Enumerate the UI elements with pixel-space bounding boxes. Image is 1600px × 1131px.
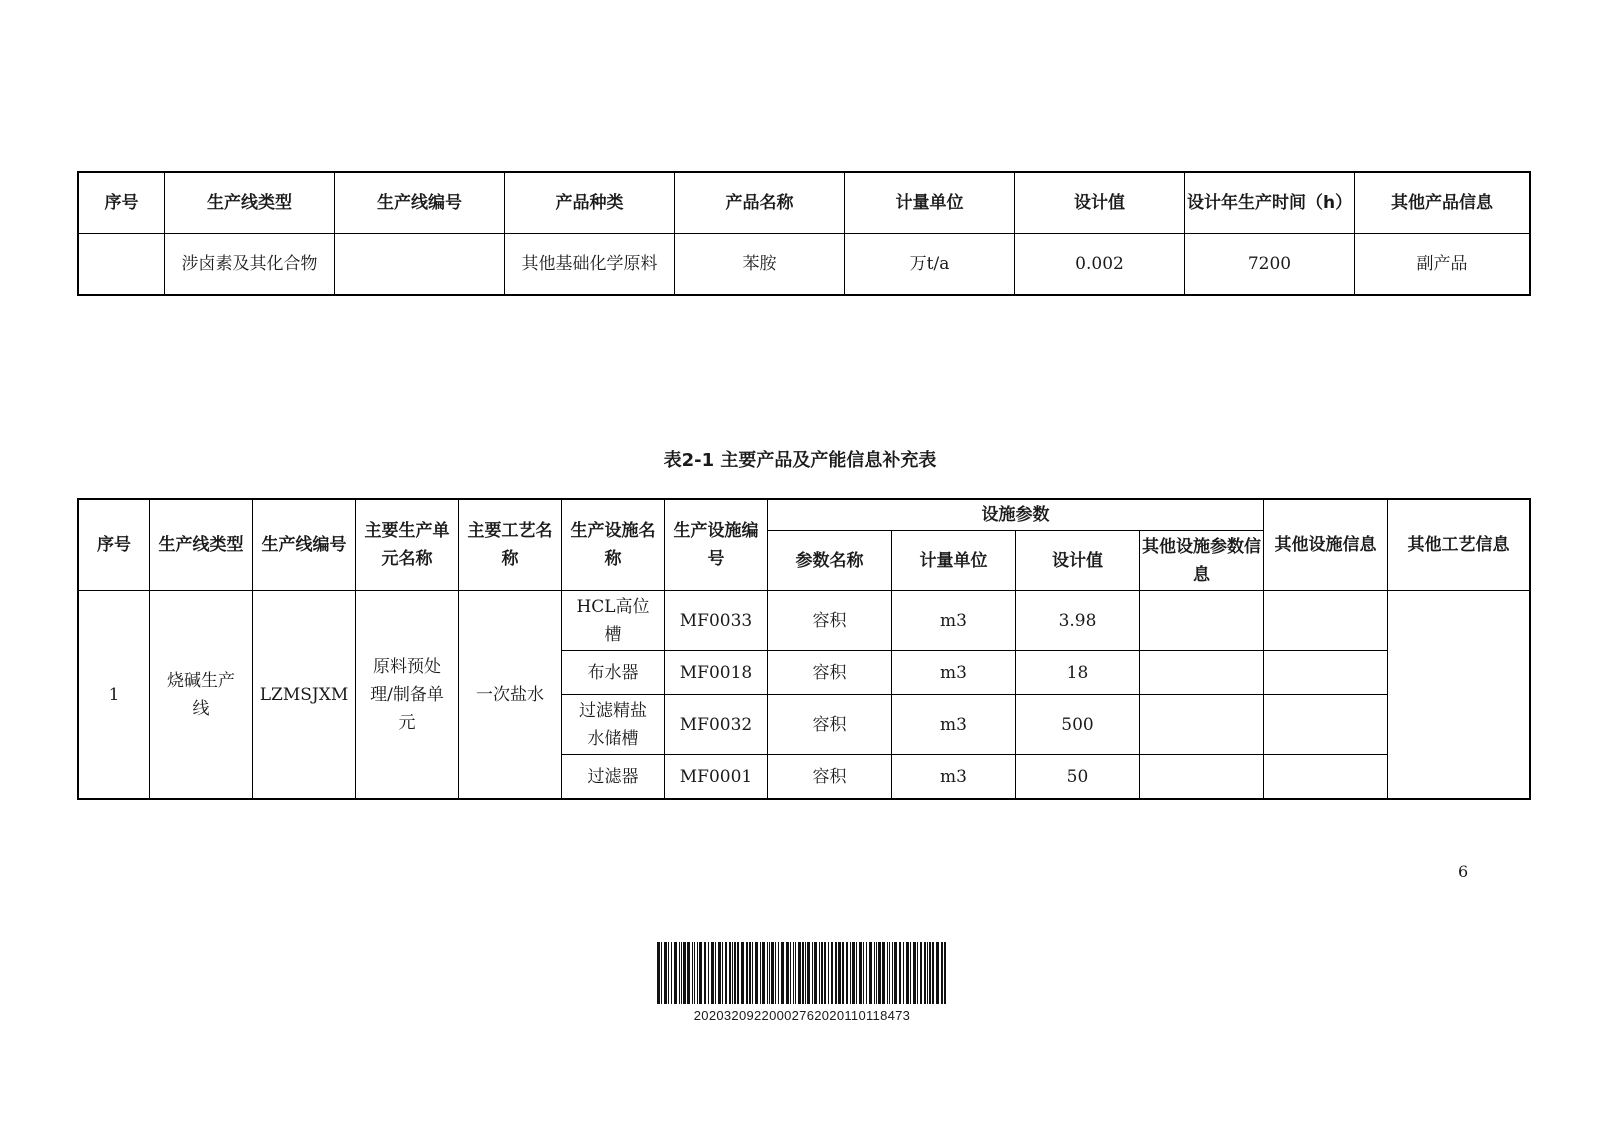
table2-cell-facility-no: MF0001 [665, 755, 768, 799]
table2-cell-facility-no: MF0032 [665, 695, 768, 755]
table2-header-facility-name: 生产设施名称 [562, 500, 665, 591]
table2-cell-facility-name: 布水器 [562, 651, 665, 695]
table2-header-other-param: 其他设施参数信息 [1140, 531, 1264, 591]
table1-cell-annual-hours: 7200 [1185, 234, 1355, 295]
table2-cell-facility-no: MF0033 [665, 591, 768, 651]
table2-cell-other-param [1140, 695, 1264, 755]
table2-cell-line-type: 烧碱生产线 [150, 591, 253, 799]
table2-header-row [79, 500, 1530, 531]
table1-header-design-value: 设计值 [1015, 173, 1185, 234]
table1-header-annual-hours: 设计年生产时间（h） [1185, 173, 1355, 234]
table1-cell-other-info: 副产品 [1355, 234, 1530, 295]
table2-cell-value: 50 [1016, 755, 1140, 799]
table2-cell-param-name: 容积 [768, 755, 892, 799]
table2-header-process-name: 主要工艺名称 [459, 500, 562, 591]
table2-cell-param-name: 容积 [768, 651, 892, 695]
table2-cell-unit: m3 [892, 651, 1016, 695]
barcode-image [657, 942, 947, 1004]
table2-header-line-no: 生产线编号 [253, 500, 356, 591]
table2-cell-facility-name: 过滤器 [562, 755, 665, 799]
table1-cell-design-value: 0.002 [1015, 234, 1185, 295]
table2-cell-unit: m3 [892, 755, 1016, 799]
table2-header-facility-no: 生产设施编号 [665, 500, 768, 591]
product-info-table [78, 172, 1530, 295]
table2-cell-unit: m3 [892, 591, 1016, 651]
table2-cell-other-process [1388, 591, 1530, 799]
table2-cell-other-param [1140, 755, 1264, 799]
table2-cell-other-param [1140, 651, 1264, 695]
table2-header-param-unit: 计量单位 [892, 531, 1016, 591]
table2-cell-seq: 1 [79, 591, 150, 799]
table2-cell-value: 18 [1016, 651, 1140, 695]
table2-cell-value: 3.98 [1016, 591, 1140, 651]
table1-cell-line-type: 涉卤素及其化合物 [165, 234, 335, 295]
table-row [79, 591, 1530, 651]
table2-cell-other-param [1140, 591, 1264, 651]
table2-header-seq: 序号 [79, 500, 150, 591]
table2-cell-other-facility [1264, 651, 1388, 695]
table2-cell-param-name: 容积 [768, 695, 892, 755]
table2-cell-other-facility [1264, 755, 1388, 799]
table2-cell-facility-no: MF0018 [665, 651, 768, 695]
table2-cell-param-name: 容积 [768, 591, 892, 651]
table2-cell-value: 500 [1016, 695, 1140, 755]
table1-header-other-info: 其他产品信息 [1355, 173, 1530, 234]
table2-header-params-group: 设施参数 [768, 500, 1264, 531]
table2-cell-process-name: 一次盐水 [459, 591, 562, 799]
table2-cell-other-facility [1264, 695, 1388, 755]
table2-cell-facility-name: 过滤精盐水储槽 [562, 695, 665, 755]
table-row [79, 234, 1530, 295]
table1-header-row [79, 173, 1530, 234]
table2-header-line-type: 生产线类型 [150, 500, 253, 591]
table2-header-param-name: 参数名称 [768, 531, 892, 591]
table1-cell-seq [79, 234, 165, 295]
table-title: 表2-1 主要产品及产能信息补充表 [663, 450, 937, 471]
table1-header-product-category: 产品种类 [505, 173, 675, 234]
table1-cell-product-name: 苯胺 [675, 234, 845, 295]
table1-cell-line-no [335, 234, 505, 295]
page-number: 6 [1458, 862, 1469, 881]
table2-cell-facility-name: HCL高位槽 [562, 591, 665, 651]
supplementary-capacity-table [78, 499, 1530, 799]
table1-header-line-type: 生产线类型 [165, 173, 335, 234]
table2-header-other-process: 其他工艺信息 [1388, 500, 1530, 591]
barcode-number: 20203209220002762020110118473 [693, 1008, 911, 1023]
table2-header-design-value: 设计值 [1016, 531, 1140, 591]
table2-header-unit-name: 主要生产单元名称 [356, 500, 459, 591]
table1-header-seq: 序号 [79, 173, 165, 234]
table2-cell-line-no: LZMSJXM [253, 591, 356, 799]
table1-cell-product-category: 其他基础化学原料 [505, 234, 675, 295]
table1-header-unit: 计量单位 [845, 173, 1015, 234]
table2-header-other-facility: 其他设施信息 [1264, 500, 1388, 591]
table1-header-line-no: 生产线编号 [335, 173, 505, 234]
table2-cell-unit: m3 [892, 695, 1016, 755]
table1-header-product-name: 产品名称 [675, 173, 845, 234]
table2-cell-unit-name: 原料预处理/制备单元 [356, 591, 459, 799]
table2-cell-other-facility [1264, 591, 1388, 651]
table1-cell-unit: 万t/a [845, 234, 1015, 295]
